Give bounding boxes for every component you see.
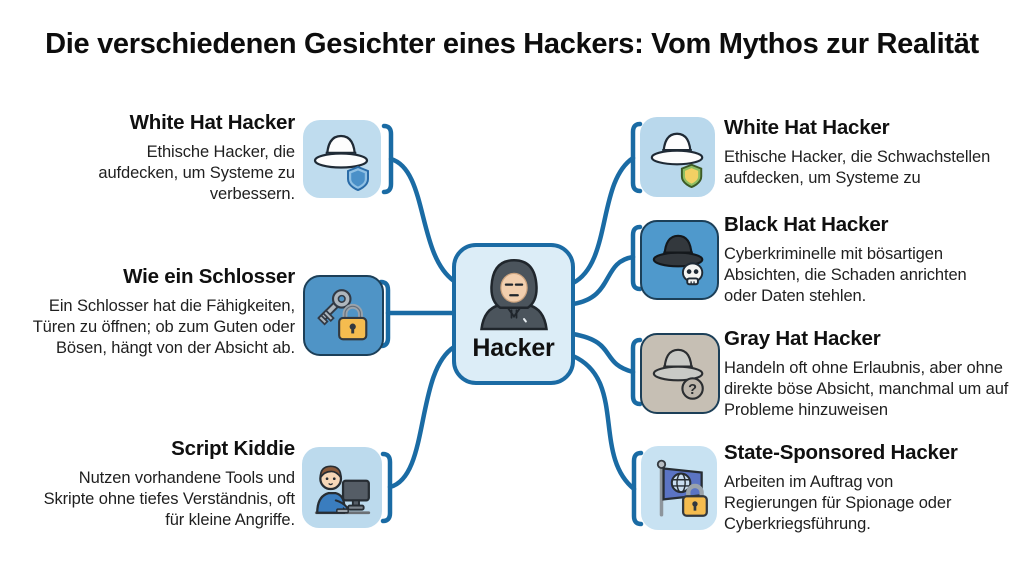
connector-right-3 <box>573 334 633 372</box>
connector-left-1 <box>391 159 454 281</box>
script-kiddie-computer-icon <box>309 455 375 521</box>
connector-right-2 <box>573 257 633 304</box>
right-item-title: Black Hat Hacker <box>724 213 889 236</box>
right-item-title: White Hat Hacker <box>724 116 890 139</box>
white-hat-right-tile <box>640 117 715 197</box>
right-item-black-hat <box>724 213 986 307</box>
right-item-gray-hat <box>724 327 1024 421</box>
locksmith-tile <box>303 275 384 356</box>
right-item-description: Handeln oft ohne Erlaubnis, aber ohne direkte böse Absicht, manchmal um auf Probleme hinzuweisen <box>724 358 1009 419</box>
left-item-title: White Hat Hacker <box>129 111 295 134</box>
connector-right-1 <box>573 158 633 283</box>
left-item-title: Wie ein Schlosser <box>123 265 295 288</box>
right-item-title: State-Sponsored Hacker <box>724 441 958 464</box>
gray-hat-tile <box>640 333 720 414</box>
center-node-label: Hacker <box>472 334 555 362</box>
left-item-white-hat <box>83 111 295 205</box>
right-item-title: Gray Hat Hacker <box>724 327 881 350</box>
black-hat-skull-icon <box>649 229 711 291</box>
connector-right-4 <box>573 356 634 489</box>
key-padlock-icon <box>313 285 375 347</box>
black-hat-tile <box>640 220 719 300</box>
left-item-locksmith <box>27 265 295 359</box>
page-title: Die verschiedenen Gesichter eines Hackers: Vom Mythos zur Realität <box>45 28 979 60</box>
white-hat-shield-icon <box>310 127 374 191</box>
left-item-description: Ethische Hacker, die aufdecken, um Systeme zu verbessern. <box>98 142 295 203</box>
right-item-description: Ethische Hacker, die Schwachstellen aufdecken, um Systeme zu <box>724 147 991 187</box>
white-hat-green-shield-icon <box>647 126 709 188</box>
left-item-description: Ein Schlosser hat die Fähigkeiten, Türen zu öffnen; ob zum Guten oder Bösen, hängt von der Absicht ab. <box>32 296 295 357</box>
hooded-hacker-icon <box>474 254 554 334</box>
script-kiddie-tile <box>302 447 382 528</box>
white-hat-tile <box>303 120 381 198</box>
connector-left-3 <box>390 347 454 487</box>
right-item-white-hat <box>724 116 1006 189</box>
left-item-title: Script Kiddie <box>171 437 295 460</box>
flag-globe-padlock-icon <box>646 453 712 523</box>
gray-hat-question-icon <box>649 343 711 405</box>
center-node-hacker <box>452 243 575 385</box>
left-item-description: Nutzen vorhandene Tools und Skripte ohne tiefes Verständnis, oft für kleine Angriffe. <box>43 468 295 529</box>
state-sponsored-tile <box>641 446 717 530</box>
svg-text:?: ? <box>688 381 698 398</box>
right-item-description: Arbeiten im Auftrag von Regierungen für Spionage oder Cyberkriegsführung. <box>724 472 952 533</box>
left-item-script-kiddie <box>37 437 295 531</box>
right-item-state-sponsored <box>724 441 976 535</box>
right-item-description: Cyberkriminelle mit bösartigen Absichten, die Schaden anrichten oder Daten stehlen. <box>724 244 967 305</box>
